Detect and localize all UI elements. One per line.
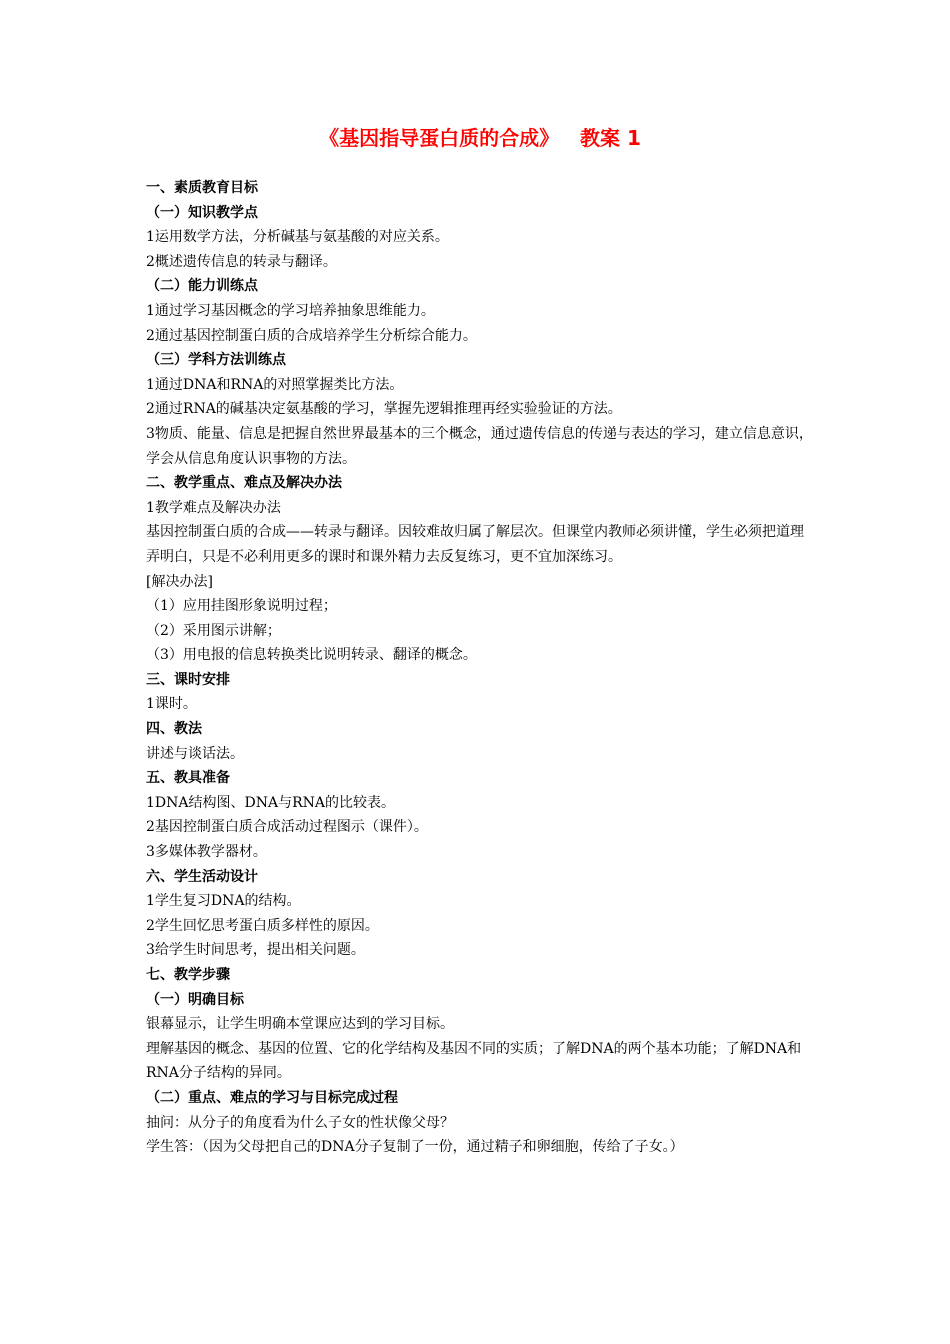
paragraph: 3物质、能量、信息是把握自然世界最基本的三个概念，通过遗传信息的传递与表达的学习，建立信息意识，学会从信息角度认识事物的方法。 bbox=[146, 425, 813, 467]
paragraph: （2）采用图示讲解； bbox=[146, 622, 281, 639]
document-body bbox=[146, 176, 814, 1160]
section-heading: 三、课时安排 bbox=[146, 671, 230, 688]
section-heading: 二、教学重点、难点及解决办法 bbox=[146, 475, 342, 492]
paragraph: 1教学难点及解决办法 bbox=[146, 499, 281, 516]
paragraph: 1运用数学方法，分析碱基与氨基酸的对应关系。 bbox=[146, 229, 449, 246]
section-heading: 七、教学步骤 bbox=[146, 967, 230, 983]
paragraph: 2基因控制蛋白质合成活动过程图示（课件）。 bbox=[146, 819, 428, 836]
paragraph: 2学生回忆思考蛋白质多样性的原因。 bbox=[146, 917, 379, 934]
section-heading: （二）能力训练点 bbox=[146, 278, 258, 295]
section-heading: （一）明确目标 bbox=[146, 991, 244, 1008]
paragraph: 银幕显示，让学生明确本堂课应达到的学习目标。 bbox=[146, 1016, 454, 1033]
section-heading: 六、学生活动设计 bbox=[146, 868, 258, 885]
paragraph: 2通过基因控制蛋白质的合成培养学生分析综合能力。 bbox=[146, 327, 477, 344]
paragraph: 1通过学习基因概念的学习培养抽象思维能力。 bbox=[146, 302, 435, 319]
paragraph: 1通过DNA和RNA的对照掌握类比方法。 bbox=[146, 376, 404, 393]
section-heading: 一、素质教育目标 bbox=[146, 180, 258, 196]
paragraph: 1课时。 bbox=[146, 696, 197, 713]
section-heading: 四、教法 bbox=[146, 721, 202, 738]
paragraph: 1DNA结构图、DNA与RNA的比较表。 bbox=[146, 794, 395, 811]
paragraph: 2概述遗传信息的转录与翻译。 bbox=[146, 253, 337, 270]
paragraph: 3多媒体教学器材。 bbox=[146, 844, 267, 861]
paragraph: 2通过RNA的碱基决定氨基酸的学习，掌握先逻辑推理再经实验验证的方法。 bbox=[146, 401, 622, 418]
section-heading: （二）重点、难点的学习与目标完成过程 bbox=[146, 1089, 398, 1106]
paragraph: （1）应用挂图形象说明过程； bbox=[146, 598, 337, 615]
paragraph: 抽问：从分子的角度看为什么子女的性状像父母？ bbox=[146, 1114, 454, 1131]
section-heading: （三）学科方法训练点 bbox=[146, 352, 286, 369]
paragraph: 基因控制蛋白质的合成——转录与翻译。因较难故归属了解层次。但课堂内教师必须讲懂，学生必须把道理弄明白，只是不必利用更多的课时和课外精力去反复练习，更不宜加深练习。 bbox=[146, 524, 804, 565]
document-title: 《基因指导蛋白质的合成》 教案 1 bbox=[319, 126, 641, 150]
paragraph: 理解基因的概念、基因的位置、它的化学结构及基因不同的实质；了解DNA的两个基本功能；了解DNA和RNA分子结构的异同。 bbox=[146, 1040, 802, 1082]
section-heading: （一）知识教学点 bbox=[146, 204, 258, 221]
section-heading: 五、教具准备 bbox=[146, 770, 230, 787]
paragraph: 学生答：（因为父母把自己的DNA分子复制了一份，通过精子和卵细胞，传给了子女。） bbox=[146, 1139, 684, 1156]
paragraph: [解决办法] bbox=[146, 573, 213, 590]
paragraph: 3给学生时间思考，提出相关问题。 bbox=[146, 942, 365, 959]
paragraph: 讲述与谈话法。 bbox=[146, 745, 244, 762]
paragraph: 1学生复习DNA的结构。 bbox=[146, 893, 301, 910]
paragraph: （3）用电报的信息转换类比说明转录、翻译的概念。 bbox=[146, 647, 477, 664]
